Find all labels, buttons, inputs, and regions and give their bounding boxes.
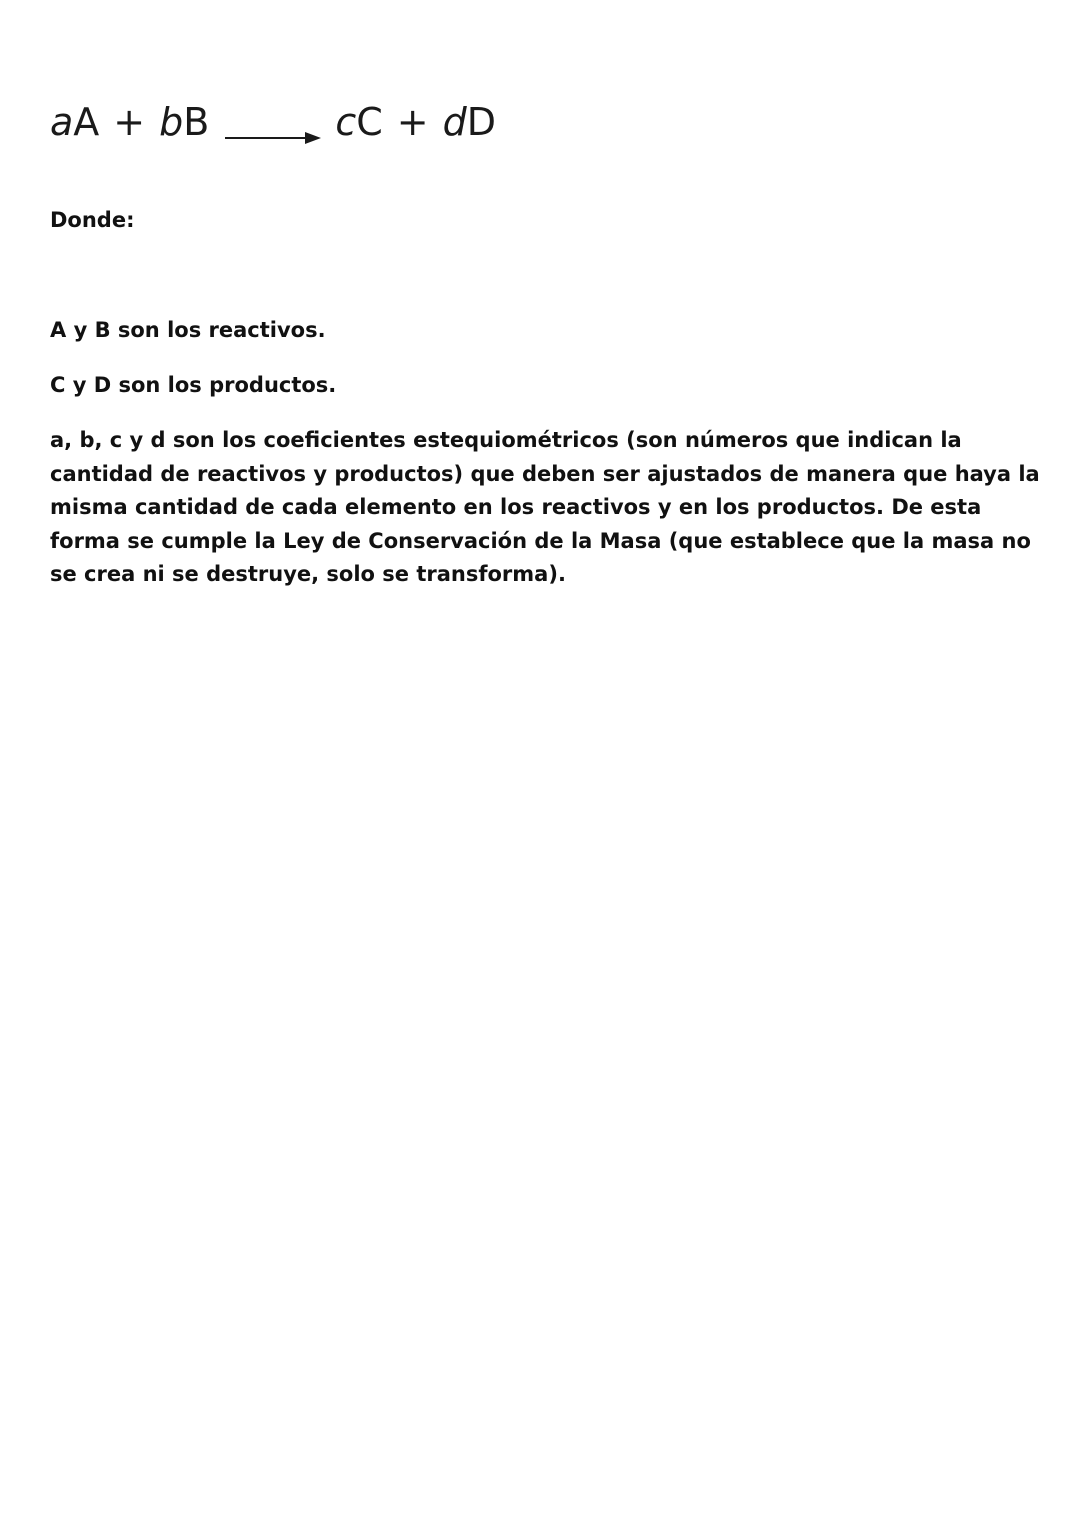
product-d: D <box>466 100 497 144</box>
coefficient-a: a <box>50 100 74 144</box>
reactant-b: B <box>183 100 210 144</box>
plus-sign: + <box>396 100 429 144</box>
plus-sign: + <box>113 100 146 144</box>
coefficient-c: c <box>335 100 357 144</box>
products-paragraph: C y D son los productos. <box>50 373 337 397</box>
coefficient-d: d <box>442 100 467 144</box>
coefficients-paragraph: a, b, c y d son los coeficientes estequiométricos (son números que indican la cantidad de reactivos y productos) que deben ser ajustados de manera que haya la misma cantidad de cada elemento en los reactivos y en los productos. De esta forma se cumple la Ley de Conservación de la Masa (que establece que la masa no se crea ni se destruye, solo se transforma). <box>50 428 1040 586</box>
coefficient-b: b <box>159 100 184 144</box>
donde-heading: Donde: <box>50 208 135 232</box>
chemical-equation <box>50 96 496 148</box>
right-arrow-icon <box>225 113 321 133</box>
reactant-a: A <box>73 100 100 144</box>
product-c: C <box>356 100 383 144</box>
reactants-paragraph: A y B son los reactivos. <box>50 318 326 342</box>
